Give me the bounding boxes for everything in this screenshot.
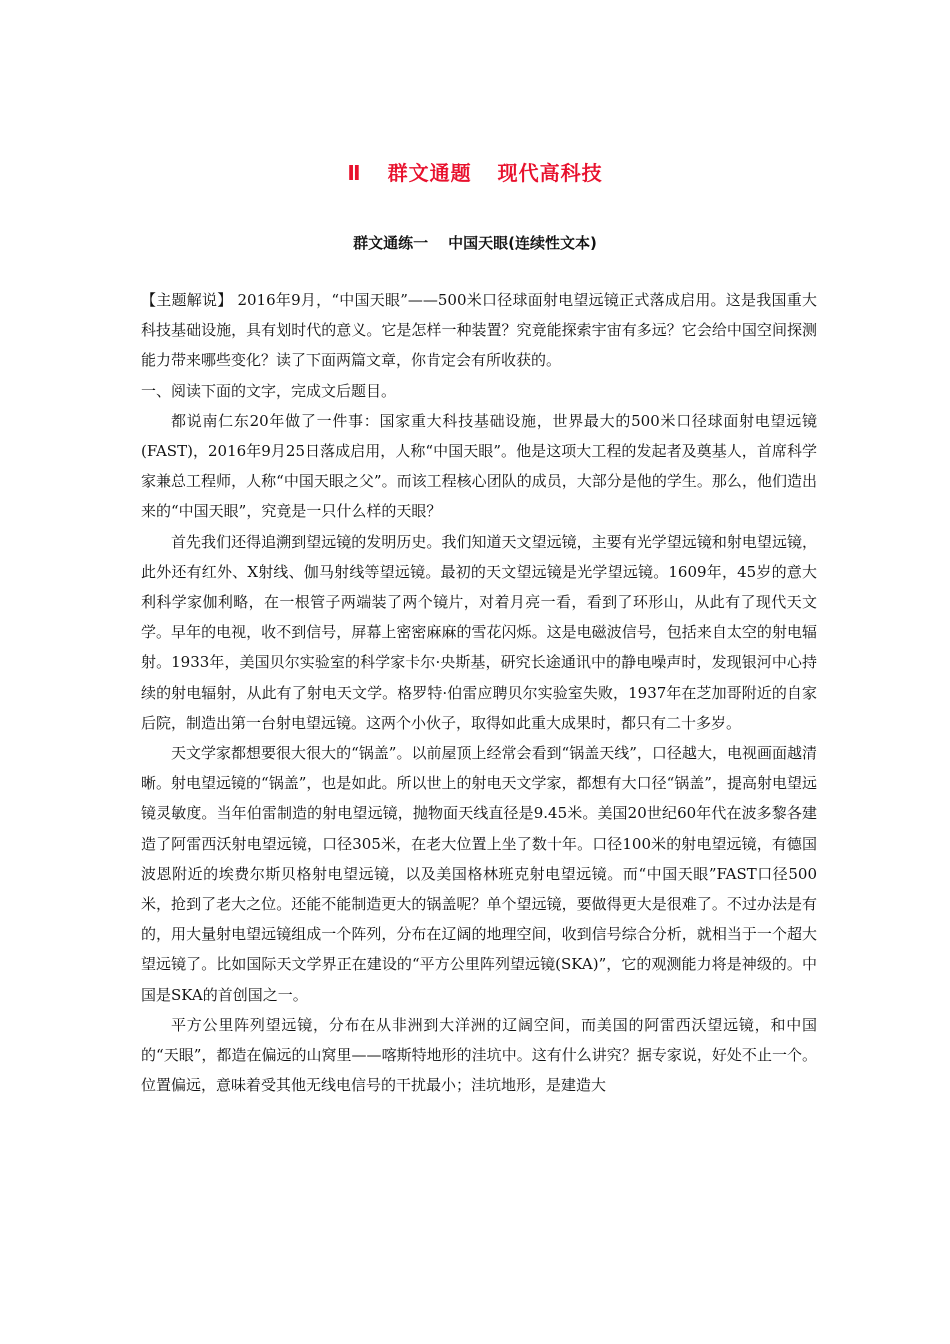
body-paragraph-4: 平方公里阵列望远镜，分布在从非洲到大洋洲的辽阔空间，而美国的阿雷西沃望远镜，和中国的“天眼”，都造在偏远的山窝里——喀斯特地形的洼坑中。这有什么讲究？据专家说，好处不止一个。位置偏远，意味着受其他无线电信号的干扰最小；洼坑地形，是建造大 (141, 1015, 817, 1095)
body-paragraph-1: 都说南仁东20年做了一件事：国家重大科技基础设施，世界最大的500米口径球面射电望远镜(FAST)，2016年9月25日落成启用，人称“中国天眼”。他是这项大工程的发起者及奠基人，首席科学家兼总工程师，人称“中国天眼之父”。而该工程核心团队的成员，大部分是他的学生。那么，他们造出来的“中国天眼”，究竟是一只什么样的天眼？ (141, 411, 817, 521)
intro-label: 【主题解说】 (141, 291, 233, 309)
title-section: 群文通题 (387, 161, 472, 185)
title-topic: 现代高科技 (497, 161, 603, 185)
body-paragraph-2: 首先我们还得追溯到望远镜的发明历史。我们知道天文望远镜，主要有光学望远镜和射电望远镜，此外还有红外、X射线、伽马射线等望远镜。最初的天文望远镜是光学望远镜。1609年，45岁的意大利科学家伽利略，在一根管子两端装了两个镜片，对着月亮一看，看到了环形山，从此有了现代天文学。早年的电视，收不到信号，屏幕上密密麻麻的雪花闪烁。这是电磁波信号，包括来自太空的射电辐射。1933年，美国贝尔实验室的科学家卡尔·央斯基，研究长途通讯中的静电噪声时，发现银河中心持续的射电辐射，从此有了射电天文学。格罗特·伯雷应聘贝尔实验室失败，1937年在芝加哥附近的自家后院，制造出第一台射电望远镜。这两个小伙子，取得如此重大成果时，都只有二十多岁。 (141, 532, 817, 732)
subtitle-exercise: 群文通练一 (353, 234, 429, 252)
instruction-line: 一、阅读下面的文字，完成文后题目。 (141, 381, 397, 400)
intro-paragraph (141, 285, 817, 376)
subtitle-name: 中国天眼(连续性文本) (448, 234, 597, 252)
section-subtitle (0, 232, 950, 253)
page-title (0, 157, 950, 186)
body-paragraph-3: 天文学家都想要很大很大的“锅盖”。以前屋顶上经常会看到“锅盖天线”，口径越大，电视画面越清晰。射电望远镜的“锅盖”，也是如此。所以世上的射电天文学家，都想有大口径“锅盖”，提高射电望远镜灵敏度。当年伯雷制造的射电望远镜，抛物面天线直径是9.45米。美国20世纪60年代在波多黎各建造了阿雷西沃射电望远镜，口径305米，在老大位置上坐了数十年。口径100米的射电望远镜，有德国波恩附近的埃费尔斯贝格射电望远镜，以及美国格林班克射电望远镜。而“中国天眼”FAST口径500米，抢到了老大之位。还能不能制造更大的锅盖呢？单个望远镜，要做得更大是很难了。不过办法是有的，用大量射电望远镜组成一个阵列，分布在辽阔的地理空间，收到信号综合分析，就相当于一个超大望远镜了。比如国际天文学界正在建设的“平方公里阵列望远镜(SKA)”，它的观测能力将是神级的。中国是SKA的首创国之一。 (141, 744, 817, 1004)
document-body (141, 285, 817, 1100)
intro-text: 2016年9月，“中国天眼”——500米口径球面射电望远镜正式落成启用。这是我国重大科技基础设施，具有划时代的意义。它是怎样一种装置？究竟能探索宇宙有多远？它会给中国空间探测能力带来哪些变化？读了下面两篇文章，你肯定会有所收获的。 (141, 291, 817, 370)
title-roman-numeral: Ⅱ (347, 161, 362, 185)
